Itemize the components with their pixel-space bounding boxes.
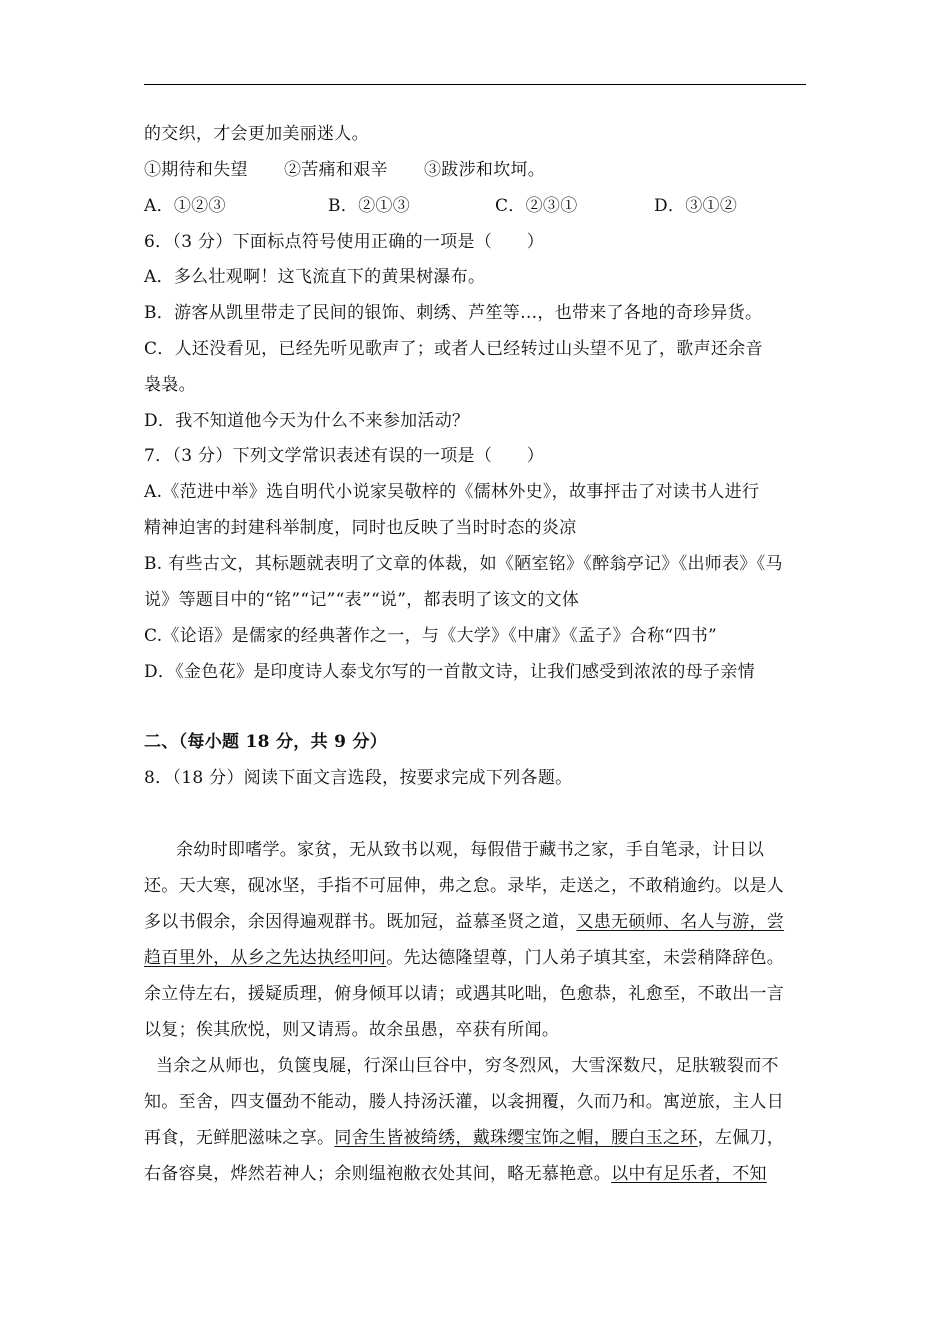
q6-option-b: B．游客从凯里带走了民间的银饰、刺绣、芦笙等…，也带来了各地的奇珍异货。 <box>144 303 763 323</box>
q5-option-b: B．②①③ <box>328 196 410 216</box>
passage-text: 多以书假余，余因得遍观群书。既加冠，益慕圣贤之道， <box>144 912 577 932</box>
passage-p1-line2: 还。天大寒，砚冰坚，手指不可屈伸，弗之怠。录毕，走送之，不敢稍逾约。以是人 <box>144 876 785 896</box>
passage-text: 。先达德隆望尊，门人弟子填其室，未尝稍降辞色。 <box>386 948 785 968</box>
q5-item-3: ③跋涉和坎坷。 <box>424 160 546 180</box>
underlined-sentence-3: 以中有足乐者，不知 <box>611 1164 767 1184</box>
q7-option-b-line1: B. 有些古文，其标题就表明了文章的体裁，如《陋室铭》《醉翁亭记》《出师表》《马 <box>144 554 783 574</box>
passage-text: 再食，无鲜肥滋味之享。 <box>144 1128 335 1148</box>
q5-items-line <box>144 158 806 182</box>
q5-option-a: A．①②③ <box>144 196 226 216</box>
passage-p1-line3 <box>144 910 784 934</box>
q5-options-line <box>144 194 806 218</box>
q7-option-b-line2: 说》等题目中的“铭”“记”“表”“说”，都表明了该文的文体 <box>144 590 580 610</box>
q7-option-c: C.《论语》是儒家的经典著作之一，与《大学》《中庸》《孟子》合称“四书” <box>144 626 717 646</box>
passage-p2-line3 <box>144 1126 784 1150</box>
passage-p2-line1: 当余之从师也，负箧曳屣，行深山巨谷中，穷冬烈风，大雪深数尺，足肤皲裂而不 <box>156 1056 779 1076</box>
q5-option-c: C．②③① <box>495 196 578 216</box>
q8-stem: 8．（18 分）阅读下面文言选段，按要求完成下列各题。 <box>144 768 573 788</box>
passage-p2-line4 <box>144 1162 767 1186</box>
q7-option-d: D．《金色花》是印度诗人泰戈尔写的一首散文诗，让我们感受到浓浓的母子亲情 <box>144 662 755 682</box>
q6-option-c-line2: 袅袅。 <box>144 375 196 395</box>
q7-stem: 7．（3 分）下列文学常识表述有误的一项是（ ） <box>144 446 545 466</box>
section-2-heading: 二、（每小题 18 分，共 9 分） <box>144 732 388 752</box>
q7-option-a-line2: 精神迫害的封建科举制度，同时也反映了当时时态的炎凉 <box>144 518 577 538</box>
underlined-sentence-2: 同舍生皆被绮绣，戴珠缨宝饰之帽，腰白玉之环 <box>334 1128 698 1148</box>
q5-item-1: ①期待和失望 <box>144 160 248 180</box>
passage-p1-line6: 以复；俟其欣悦，则又请焉。故余虽愚，卒获有所闻。 <box>144 1020 560 1040</box>
passage-p1-line5: 余立侍左右，援疑质理，俯身倾耳以请；或遇其叱咄，色愈恭，礼愈至，不敢出一言 <box>144 984 785 1004</box>
passage-p1-line1: 余幼时即嗜学。家贫，无从致书以观，每假借于藏书之家，手自笔录，计日以 <box>176 840 765 860</box>
passage-p2-line2: 知。至舍，四支僵劲不能动，媵人持汤沃灌，以衾拥覆，久而乃和。寓逆旅，主人日 <box>144 1092 785 1112</box>
header-rule <box>144 84 806 85</box>
q5-item-2: ②苦痛和艰辛 <box>284 160 388 180</box>
passage-text: 右备容臭，烨然若神人；余则缊袍敝衣处其间，略无慕艳意。 <box>144 1164 612 1184</box>
underlined-sentence-1-cont: 趋百里外，从乡之先达执经叩问 <box>144 948 387 968</box>
q6-stem: 6．（3 分）下面标点符号使用正确的一项是（ ） <box>144 232 545 252</box>
q6-option-a: A．多么壮观啊！这飞流直下的黄果树瀑布。 <box>144 267 486 287</box>
underlined-sentence-1: 又患无硕师、名人与游，尝 <box>576 912 785 932</box>
q6-option-c-line1: C．人还没看见，已经先听见歌声了；或者人已经转过山头望不见了，歌声还余音 <box>144 339 763 359</box>
q5-tail-line: 的交织，才会更加美丽迷人。 <box>144 124 369 144</box>
q6-option-d: D．我不知道他今天为什么不来参加活动？ <box>144 411 470 431</box>
q5-option-d: D．③①② <box>654 196 738 216</box>
passage-p1-line4 <box>144 946 784 970</box>
passage-text: ，左佩刀， <box>697 1128 785 1148</box>
q7-option-a-line1: A.《范进中举》选自明代小说家吴敬梓的《儒林外史》，故事抨击了对读书人进行 <box>144 482 760 502</box>
